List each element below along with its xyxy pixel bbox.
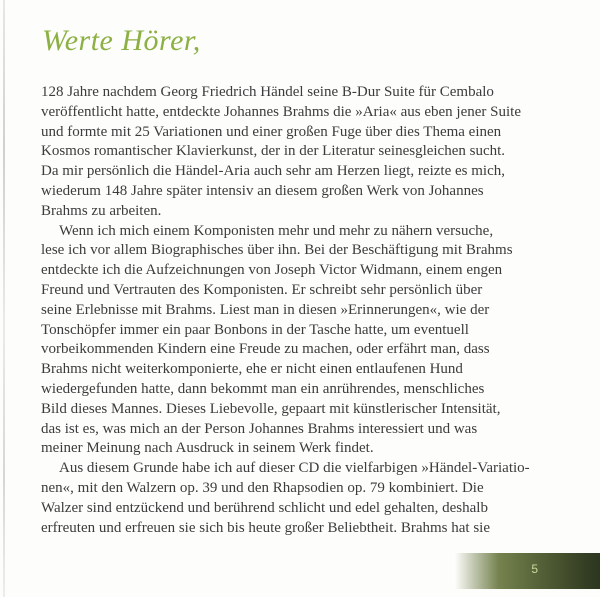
text-line: vorbeikommenden Kindern eine Freude zu machen, oder erfährt man, dass: [41, 341, 490, 358]
page-number: 5: [531, 562, 538, 576]
text-line: Brahms nicht weiterkomponierte, ehe er nicht einen entlaufenen Hund: [41, 361, 463, 378]
paragraph: [41, 83, 581, 222]
text-line: Da mir persönlich die Händel-Aria auch sehr am Herzen liegt, reizte es mich,: [41, 163, 505, 180]
paragraph: [41, 222, 581, 460]
text-line: Aus diesem Grunde habe ich auf dieser CD die vielfarbigen »Händel-Variatio-: [59, 460, 530, 477]
text-line: und formte mit 25 Variationen und einer großen Fuge über dies Thema einen: [41, 123, 502, 140]
body-text: [41, 83, 581, 538]
text-line: 128 Jahre nachdem Georg Friedrich Händel seine B-Dur Suite für Cembalo: [41, 84, 494, 100]
text-line: Brahms zu arbeiten.: [41, 202, 162, 219]
text-line: Walzer sind entzückend und berührend schlicht und edel gehalten, deshalb: [41, 499, 488, 516]
text-line: wiedergefunden hatte, dann bekommt man ein anrührendes, menschliches: [41, 380, 485, 397]
text-line: seine Erlebnisse mit Brahms. Liest man in diesen »Erinnerungen«, wie der: [41, 301, 490, 318]
text-line: lese ich vor allem Biographisches über ihn. Bei der Beschäftigung mit Brahms: [41, 242, 513, 259]
text-line: Bild dieses Mannes. Dieses Liebevolle, gepaart mit künstlerischer Intensität,: [41, 400, 501, 417]
paragraph: [41, 459, 581, 538]
text-line: erfreuten und erfreuen sie sich bis heute großer Beliebtheit. Brahms hat sie: [41, 519, 491, 536]
text-line: das ist es, was mich an der Person Johannes Brahms interessiert und was: [41, 420, 478, 437]
text-line: entdeckte ich die Aufzeichnungen von Joseph Victor Widmann, einem engen: [41, 262, 503, 279]
text-line: nen«, mit den Walzern op. 39 und den Rhapsodien op. 79 kombiniert. Die: [41, 479, 484, 496]
text-line: meiner Meinung nach Ausdruck in seinem Werk findet.: [41, 440, 374, 457]
page-edge-shadow: [3, 0, 5, 597]
text-line: veröffentlicht hatte, entdeckte Johannes Brahms die »Aria« aus eben jener Suite: [41, 103, 521, 120]
text-line: Wenn ich mich einem Komponisten mehr und mehr zu nähern versuche,: [59, 222, 494, 239]
text-line: Kosmos romantischer Klavierkunst, der in der Literatur seinesgleichen sucht.: [41, 143, 506, 160]
text-line: Tonschöpfer immer ein paar Bonbons in der Tasche hatte, um eventuell: [41, 321, 469, 338]
text-line: wiederum 148 Jahre später intensiv an diesem großen Werk von Johannes: [41, 182, 484, 199]
page-title: Werte Hörer,: [42, 24, 201, 57]
text-line: Freund und Vertrauten des Komponisten. Er schreibt sehr persönlich über: [41, 281, 483, 298]
footer-bar: [455, 553, 600, 589]
